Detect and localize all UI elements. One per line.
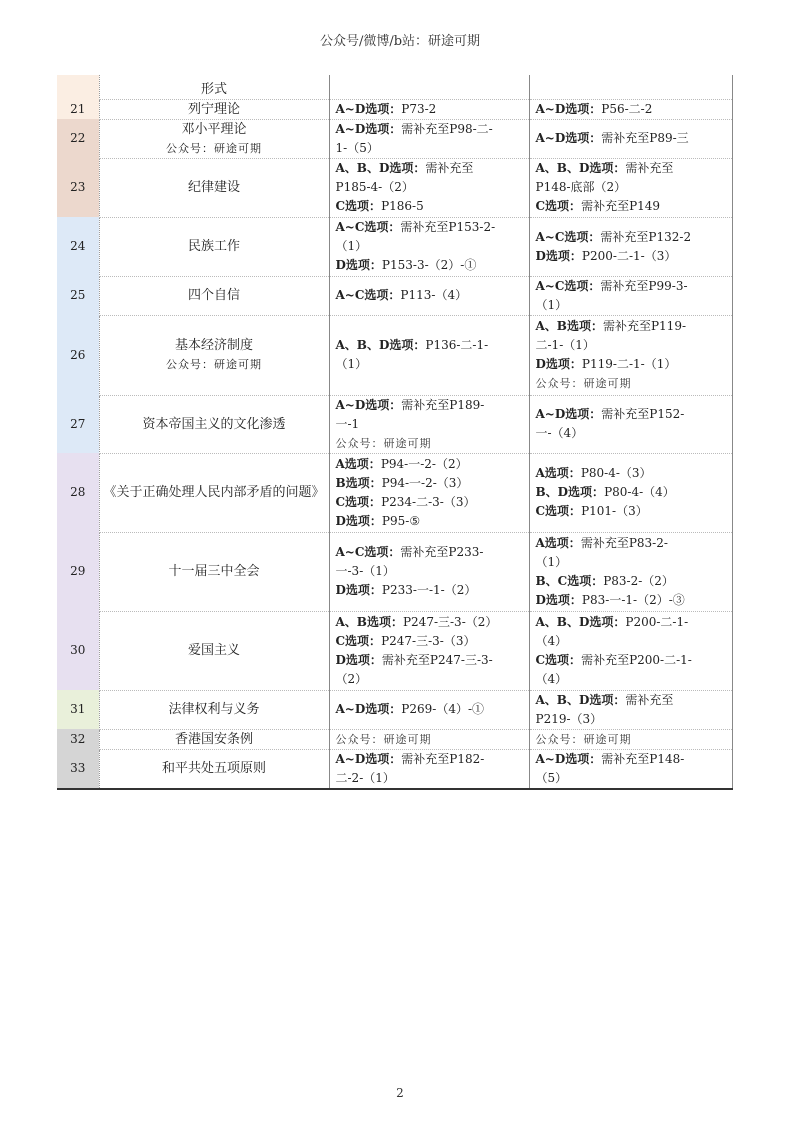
- option-reference: P247-三-3-（2）: [402, 614, 498, 629]
- option-reference: 二-2-（1）: [335, 770, 395, 785]
- option-reference: 需补充至P152-: [601, 407, 685, 421]
- topic-cell: [99, 729, 329, 749]
- option-line: [336, 139, 525, 158]
- option-reference: 需补充至P149: [581, 199, 661, 213]
- table-row: [57, 532, 732, 611]
- option-line: [536, 228, 728, 247]
- option-label: C选项：: [335, 494, 382, 509]
- table-row: [57, 690, 732, 729]
- column-a-cell: [329, 690, 529, 729]
- option-reference: 二-1-（1）: [535, 338, 595, 352]
- option-label: D选项：: [535, 592, 582, 607]
- option-label: A、B、D选项：: [535, 614, 626, 629]
- option-reference: P136-二-1-: [425, 338, 489, 352]
- topic-watermark-note: 公众号：研途可期: [166, 358, 262, 371]
- option-label: A~D选项：: [535, 101, 602, 116]
- option-line: [336, 562, 525, 581]
- option-label: A~D选项：: [535, 131, 602, 145]
- option-reference: P73-2: [401, 101, 437, 116]
- option-line: [536, 100, 728, 119]
- option-label: A~D选项：: [535, 751, 602, 766]
- column-a-cell: [329, 453, 529, 532]
- option-line: [336, 415, 525, 434]
- column-b-cell: [529, 217, 732, 276]
- option-reference: 一-3-（1）: [335, 564, 395, 578]
- option-line: [336, 700, 525, 719]
- option-label: C选项：: [335, 633, 382, 648]
- option-label: A选项：: [535, 535, 581, 550]
- option-reference: P247-三-3-（3）: [381, 633, 476, 648]
- watermark-line: [336, 730, 525, 749]
- table-row: [57, 217, 732, 276]
- topic-label: 邓小平理论: [181, 121, 247, 137]
- option-label: C选项：: [335, 199, 382, 213]
- column-b-cell: [529, 158, 732, 217]
- option-reference: 需补充至P200-二-1-: [581, 652, 692, 667]
- option-reference: P113-（4）: [400, 288, 468, 302]
- option-label: D选项：: [335, 258, 382, 272]
- option-reference: 需补充至P98-二-: [401, 121, 493, 136]
- watermark-line: [336, 434, 525, 453]
- table-row: [57, 99, 732, 119]
- option-line: [336, 120, 525, 139]
- option-line: [336, 455, 525, 474]
- page-header: 公众号/微博/b站：研途可期: [319, 34, 481, 49]
- option-line: [536, 464, 728, 483]
- column-b-cell: [529, 99, 732, 119]
- topic-cell: [99, 453, 329, 532]
- option-line: [536, 483, 728, 502]
- option-reference: P95-⑤: [381, 513, 421, 528]
- option-reference: 1-（5）: [335, 140, 379, 155]
- option-reference: （1）: [335, 357, 368, 371]
- topic-cell: [99, 611, 329, 690]
- topic-label: 纪律建设: [187, 180, 240, 195]
- option-reference: （1）: [335, 239, 368, 253]
- option-line: [536, 336, 728, 355]
- topic-label: 和平共处五项原则: [161, 761, 266, 777]
- option-label: D选项：: [535, 248, 582, 263]
- option-label: C选项：: [535, 199, 582, 213]
- row-number: 29: [57, 532, 99, 611]
- topic-label: 爱国主义: [187, 643, 240, 658]
- table-row: [57, 749, 732, 789]
- option-reference: P219-（3）: [535, 711, 603, 726]
- option-reference: 需补充至P189-: [401, 397, 485, 412]
- option-line: [336, 474, 525, 493]
- option-label: A~D选项：: [335, 101, 402, 116]
- option-reference: 需补充至P182-: [401, 751, 485, 766]
- option-line: [336, 581, 525, 600]
- column-b-cell: [529, 532, 732, 611]
- option-reference: 需补充至P153-2-: [400, 220, 496, 234]
- option-label: A~C选项：: [535, 229, 601, 244]
- option-line: [536, 502, 728, 521]
- column-a-cell: [329, 276, 529, 315]
- option-line: [536, 613, 728, 632]
- row-number: 23: [57, 158, 99, 217]
- option-reference: 需补充至P132-2: [600, 229, 692, 244]
- option-line: [536, 129, 728, 148]
- option-label: A、B选项：: [335, 614, 403, 629]
- row-number: 33: [57, 749, 99, 789]
- column-b-cell: [529, 75, 732, 99]
- option-line: [536, 317, 728, 336]
- option-label: C选项：: [535, 652, 582, 667]
- topic-label: 列宁理论: [187, 101, 240, 117]
- table-row: [57, 158, 732, 217]
- option-label: A~D选项：: [535, 407, 602, 421]
- topic-cell: [99, 532, 329, 611]
- table-row: [57, 729, 732, 749]
- option-line: [336, 178, 525, 197]
- option-reference: P269-（4）-①: [401, 702, 485, 716]
- option-label: A、B选项：: [535, 319, 603, 333]
- column-b-cell: [529, 395, 732, 453]
- column-a-cell: [329, 749, 529, 789]
- column-a-cell: [329, 99, 529, 119]
- option-line: [536, 553, 728, 572]
- option-label: C选项：: [535, 504, 582, 518]
- row-number: 31: [57, 690, 99, 729]
- option-line: [536, 670, 728, 689]
- table-row: [57, 611, 732, 690]
- option-line: [336, 651, 525, 670]
- column-a-cell: [329, 532, 529, 611]
- option-reference: 需补充至P233-: [400, 545, 484, 559]
- option-line: [336, 159, 525, 178]
- row-number: 28: [57, 453, 99, 532]
- topic-cell: [99, 99, 329, 119]
- option-line: [536, 247, 728, 266]
- topic-label: 资本帝国主义的文化渗透: [142, 416, 286, 432]
- option-reference: 公众号：研途可期: [535, 732, 632, 746]
- topic-label: 十一届三中全会: [168, 564, 260, 579]
- option-label: A选项：: [335, 456, 381, 471]
- topic-cell: [99, 749, 329, 789]
- option-reference: （4）: [535, 671, 568, 686]
- column-b-cell: [529, 729, 732, 749]
- row-number: 21: [57, 99, 99, 119]
- option-line: [336, 256, 525, 275]
- option-label: A~D选项：: [335, 121, 402, 136]
- option-reference: 需补充至: [625, 692, 674, 707]
- option-line: [336, 769, 525, 788]
- option-label: A~D选项：: [335, 397, 402, 412]
- option-reference: 一-1: [335, 416, 360, 431]
- option-reference: 需补充至P83-2-: [580, 535, 668, 550]
- option-line: [336, 355, 525, 374]
- option-line: [536, 632, 728, 651]
- option-reference: 公众号：研途可期: [535, 377, 632, 390]
- watermark-line: [536, 730, 728, 749]
- option-line: [536, 534, 728, 553]
- option-label: A~C选项：: [535, 278, 601, 293]
- option-line: [536, 159, 728, 178]
- column-a-cell: [329, 611, 529, 690]
- option-label: A~C选项：: [335, 288, 401, 302]
- row-number: [57, 75, 99, 99]
- option-line: [536, 710, 728, 729]
- topic-label: 香港国安条例: [174, 731, 253, 747]
- option-line: [536, 591, 728, 610]
- option-reference: P153-3-（2）-①: [381, 258, 477, 272]
- option-line: [336, 613, 525, 632]
- option-line: [536, 424, 728, 443]
- option-label: B、C选项：: [535, 573, 604, 588]
- option-line: [336, 286, 525, 305]
- topic-cell: [99, 217, 329, 276]
- option-reference: （4）: [535, 633, 568, 648]
- option-label: A选项：: [535, 466, 581, 480]
- option-line: [336, 632, 525, 651]
- column-b-cell: [529, 690, 732, 729]
- option-line: [336, 543, 525, 562]
- option-label: D选项：: [335, 513, 382, 528]
- option-reference: 需补充至P247-三-3-: [381, 652, 493, 667]
- table-row: [57, 395, 732, 453]
- option-reference: 需补充至: [425, 161, 474, 175]
- topic-cell: [99, 690, 329, 729]
- option-line: [336, 218, 525, 237]
- row-number: 25: [57, 276, 99, 315]
- option-reference: P200-二-1-: [625, 614, 689, 629]
- option-reference: P119-二-1-（1）: [581, 357, 677, 371]
- option-label: A、B、D选项：: [335, 338, 426, 352]
- option-line: [336, 670, 525, 689]
- topic-cell: [99, 158, 329, 217]
- option-reference: P148-底部（2）: [535, 180, 627, 194]
- option-reference: 需补充至P148-: [601, 751, 685, 766]
- topic-cell: [99, 119, 329, 158]
- option-label: A~C选项：: [335, 220, 401, 234]
- topic-label: 形式: [200, 81, 227, 97]
- table-row: [57, 276, 732, 315]
- option-label: A、B、D选项：: [535, 161, 626, 175]
- column-b-cell: [529, 453, 732, 532]
- column-b-cell: [529, 119, 732, 158]
- option-line: [336, 100, 525, 119]
- option-reference: P200-二-1-（3）: [581, 248, 677, 263]
- option-line: [536, 572, 728, 591]
- topic-label: 法律权利与义务: [168, 702, 260, 717]
- page-number: 2: [396, 1086, 404, 1100]
- answer-reference-table: [57, 75, 733, 790]
- column-b-cell: [529, 611, 732, 690]
- table-row: [57, 119, 732, 158]
- option-line: [536, 750, 728, 769]
- topic-watermark-note: 公众号：研途可期: [166, 141, 262, 155]
- option-line: [536, 178, 728, 197]
- option-line: [536, 355, 728, 374]
- column-a-cell: [329, 75, 529, 99]
- option-reference: P186-5: [381, 199, 424, 213]
- column-a-cell: [329, 119, 529, 158]
- option-reference: 需补充至P89-三: [601, 131, 689, 145]
- row-number: 24: [57, 217, 99, 276]
- option-reference: （2）: [335, 671, 368, 686]
- option-line: [336, 493, 525, 512]
- topic-label: 民族工作: [187, 239, 240, 254]
- option-line: [536, 405, 728, 424]
- option-label: A、B、D选项：: [535, 692, 626, 707]
- option-line: [336, 396, 525, 415]
- topic-label: 四个自信: [187, 288, 240, 303]
- option-reference: 一-（4）: [535, 426, 584, 440]
- column-a-cell: [329, 217, 529, 276]
- option-line: [536, 691, 728, 710]
- option-reference: （5）: [535, 770, 568, 785]
- option-reference: P185-4-（2）: [335, 180, 414, 194]
- option-reference: 需补充至P119-: [602, 319, 687, 333]
- option-line: [336, 512, 525, 531]
- option-line: [336, 197, 525, 216]
- option-reference: P56-二-2: [601, 101, 653, 116]
- row-number: 27: [57, 395, 99, 453]
- column-b-cell: [529, 749, 732, 789]
- option-line: [536, 296, 728, 315]
- table-row: [57, 75, 732, 99]
- column-b-cell: [529, 315, 732, 395]
- watermark-line: [536, 374, 728, 393]
- option-label: D选项：: [335, 652, 382, 667]
- option-label: B、D选项：: [535, 485, 605, 499]
- option-label: D选项：: [335, 583, 382, 597]
- option-reference: （1）: [535, 554, 568, 569]
- option-reference: P233-一-1-（2）: [381, 583, 477, 597]
- option-reference: P94-一-2-（3）: [381, 475, 469, 490]
- row-number: 22: [57, 119, 99, 158]
- option-reference: P80-4-（3）: [580, 466, 652, 480]
- option-line: [536, 197, 728, 216]
- topic-cell: [99, 75, 329, 99]
- option-line: [536, 769, 728, 788]
- option-reference: P83-2-（2）: [603, 573, 674, 588]
- option-reference: 需补充至P99-3-: [600, 278, 688, 293]
- option-label: D选项：: [535, 357, 582, 371]
- option-line: [536, 277, 728, 296]
- row-number: 32: [57, 729, 99, 749]
- option-reference: P234-二-3-（3）: [381, 494, 476, 509]
- option-reference: P80-4-（4）: [604, 485, 675, 499]
- topic-label: 基本经济制度: [174, 338, 253, 353]
- topic-cell: [99, 276, 329, 315]
- option-label: A~D选项：: [335, 702, 402, 716]
- option-reference: 公众号：研途可期: [335, 436, 432, 450]
- option-line: [536, 651, 728, 670]
- option-line: [336, 336, 525, 355]
- row-number: 26: [57, 315, 99, 395]
- option-reference: P94-一-2-（2）: [380, 456, 468, 471]
- option-label: A~C选项：: [335, 545, 401, 559]
- option-reference: P101-（3）: [581, 504, 648, 518]
- option-label: B选项：: [335, 475, 382, 490]
- option-reference: 需补充至: [625, 161, 674, 175]
- column-a-cell: [329, 158, 529, 217]
- column-b-cell: [529, 276, 732, 315]
- topic-cell: [99, 315, 329, 395]
- topic-label: 《关于正确处理人民内部矛盾的问题》: [103, 485, 325, 500]
- topic-cell: [99, 395, 329, 453]
- table-row: [57, 315, 732, 395]
- option-reference: 公众号：研途可期: [335, 732, 432, 746]
- column-a-cell: [329, 315, 529, 395]
- option-label: A~D选项：: [335, 751, 402, 766]
- column-a-cell: [329, 729, 529, 749]
- option-label: A、B、D选项：: [335, 161, 426, 175]
- column-a-cell: [329, 395, 529, 453]
- option-line: [336, 750, 525, 769]
- option-reference: （1）: [535, 297, 568, 312]
- row-number: 30: [57, 611, 99, 690]
- option-reference: P83-一-1-（2）-③: [581, 592, 685, 607]
- option-line: [336, 237, 525, 256]
- table-row: [57, 453, 732, 532]
